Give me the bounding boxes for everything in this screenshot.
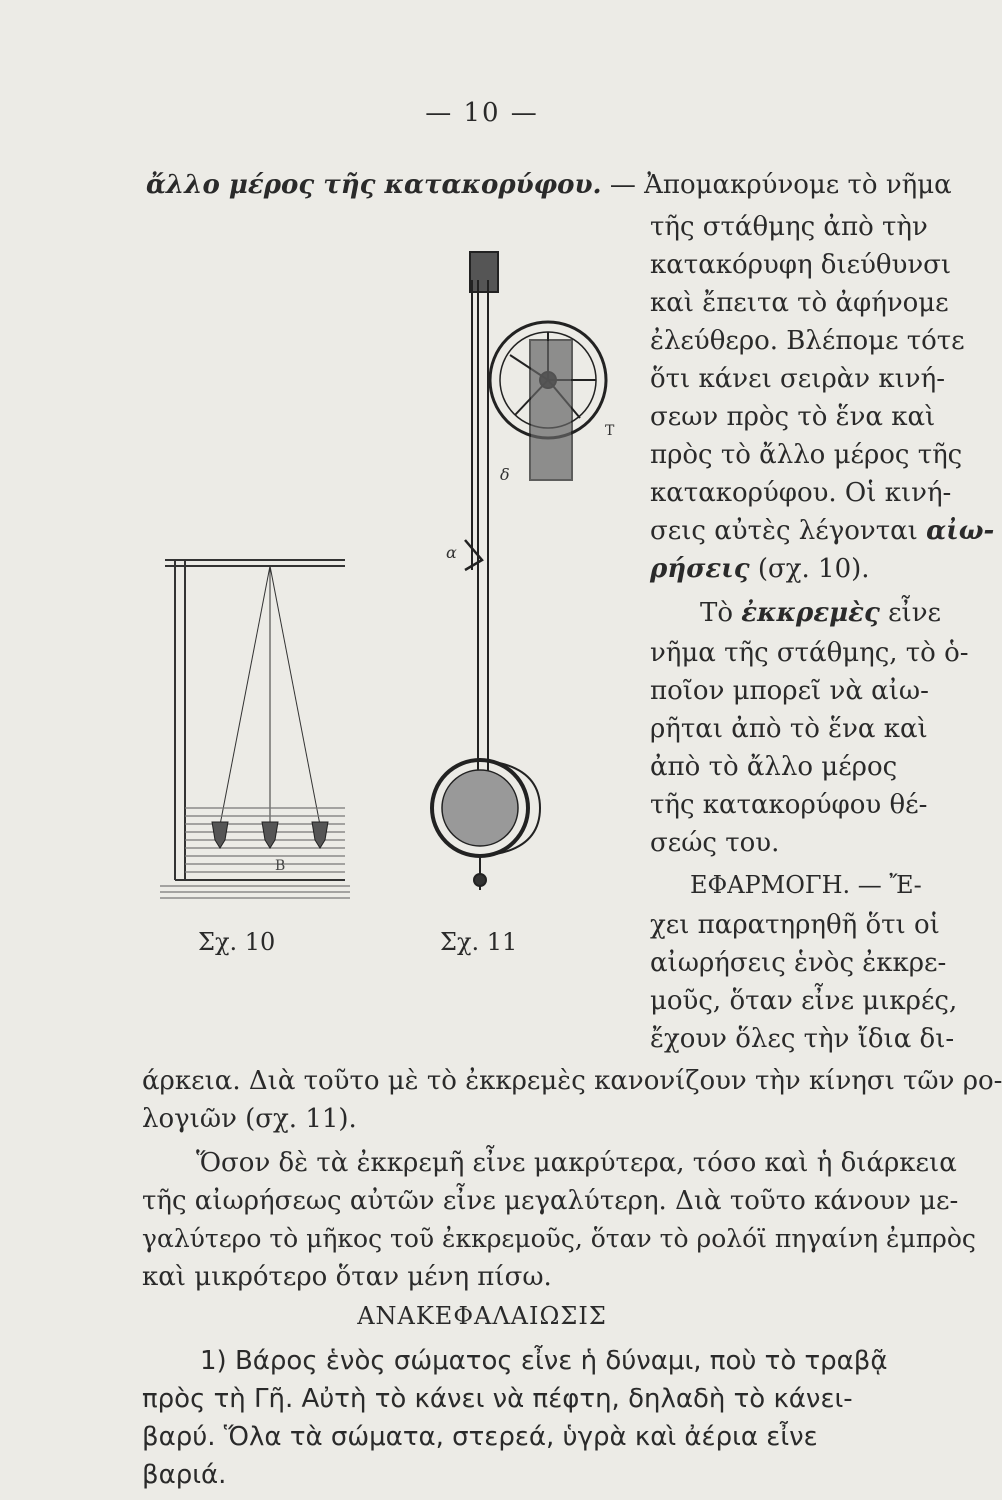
text-line: γαλύτερο τὸ μῆκος τοῦ ἐκκρεμοῦς, ὅταν τὸ ρολόϊ πηγαίνη ἐμπρὸς: [142, 1224, 976, 1253]
text-line: αἰωρήσεις ἑνὸς ἐκκρε-: [650, 948, 947, 978]
figure-10-pendulums: [155, 540, 355, 920]
figure-10-b-label: Β: [275, 858, 286, 874]
text-line: ποῖον μπορεῖ νὰ αἰω-: [650, 676, 929, 706]
summary-line: βαρύ. Ὅλα τὰ σώματα, στερεά, ὑγρὰ καὶ ἀέρια εἶνε: [142, 1422, 818, 1452]
intro-line: [146, 170, 952, 200]
text-line: καὶ μικρότερο ὅταν μένη πίσω.: [142, 1262, 552, 1292]
swing-line-2: [650, 554, 870, 584]
text-line: λογιῶν (σχ. 11).: [142, 1104, 357, 1134]
text-line: νῆμα τῆς στάθμης, τὸ ὁ-: [650, 638, 969, 668]
pendulum-term: ἐκκρεμὲς: [741, 598, 880, 628]
text-line: άρκεια. Διὰ τοῦτο μὲ τὸ ἐκκρεμὲς κανονίζουν τὴν κίνησι τῶν ρο-: [142, 1066, 1002, 1096]
text-line: μοῦς, ὅταν εἶνε μικρές,: [650, 986, 958, 1016]
page-number: — 10 —: [425, 98, 539, 128]
text-line: κατακόρυφη διεύθυνσι: [650, 250, 952, 280]
text-line: τῆς στάθμης ἀπὸ τὴν: [650, 212, 928, 242]
text-line: ὅτι κάνει σειρὰν κινή-: [650, 364, 945, 394]
swing-text-2: (σχ. 10).: [749, 554, 870, 584]
intro-italic: ἄλλο μέρος τῆς κατακορύφου.: [146, 170, 602, 200]
text-line: τῆς αἰωρήσεως αὐτῶν εἶνε μεγαλύτερη. Διὰ τοῦτο κάνουν με-: [142, 1186, 959, 1216]
summary-line: πρὸς τὴ Γῆ. Αὐτὴ τὸ κάνει νὰ πέφτη, δηλαδὴ τὸ κάνει-: [142, 1384, 853, 1414]
summary-heading: ΑΝΑΚΕΦΑΛΑΙΩΣΙΣ: [357, 1302, 607, 1330]
pendulum-lead: Τὸ: [700, 598, 742, 628]
summary-line: 1) Βάρος ἑνὸς σώματος εἶνε ἡ δύναμι, ποὺ τὸ τραβᾷ: [200, 1346, 888, 1376]
pendulum-definition: [700, 598, 941, 628]
text-line: σεων πρὸς τὸ ἕνα καὶ: [650, 402, 936, 432]
text-line: ἔχουν ὅλες τὴν ἴδια δι-: [650, 1024, 955, 1054]
swing-term: αἰω-: [926, 516, 995, 546]
text-line: ἐλεύθερο. Βλέπομε τότε: [650, 326, 965, 356]
figure-11-clock-pendulum: [400, 240, 630, 900]
text-line: σεώς του.: [650, 828, 780, 858]
text-line: τῆς κατακορύφου θέ-: [650, 790, 928, 820]
swing-term-2: ρήσεις: [650, 554, 750, 584]
figure-11-caption: Σχ. 11: [440, 928, 518, 956]
text-line: καὶ ἔπειτα τὸ ἀφήνομε: [650, 288, 949, 318]
text-line: Ὅσον δὲ τὰ ἐκκρεμῆ εἶνε μακρύτερα, τόσο καὶ ἡ διάρκεια: [196, 1148, 957, 1178]
figure-11-a-label: α: [446, 543, 457, 562]
swing-text: σεις αὐτὲς λέγονται: [650, 516, 927, 546]
application-heading: ΕΦΑΡΜΟΓΗ. — Ἔ-: [690, 871, 922, 899]
swing-line: [650, 516, 994, 546]
summary-line: βαριά.: [142, 1460, 227, 1490]
text-line: χει παρατηρηθῆ ὅτι οἱ: [650, 910, 940, 940]
text-line: ρῆται ἀπὸ τὸ ἕνα καὶ: [650, 714, 928, 744]
figure-11-d-label: δ: [500, 465, 510, 484]
pendulum-text: εἶνε: [879, 598, 942, 628]
text-line: κατακορύφου. Οἱ κινή-: [650, 478, 952, 508]
figure-11-t-label: Τ: [605, 423, 615, 439]
intro-rest: — Ἀπομακρύνομε τὸ νῆμα: [601, 170, 952, 200]
text-line: πρὸς τὸ ἄλλο μέρος τῆς: [650, 440, 963, 470]
figure-10-caption: Σχ. 10: [198, 928, 276, 956]
text-line: ἀπὸ τὸ ἄλλο μέρος: [650, 752, 898, 782]
